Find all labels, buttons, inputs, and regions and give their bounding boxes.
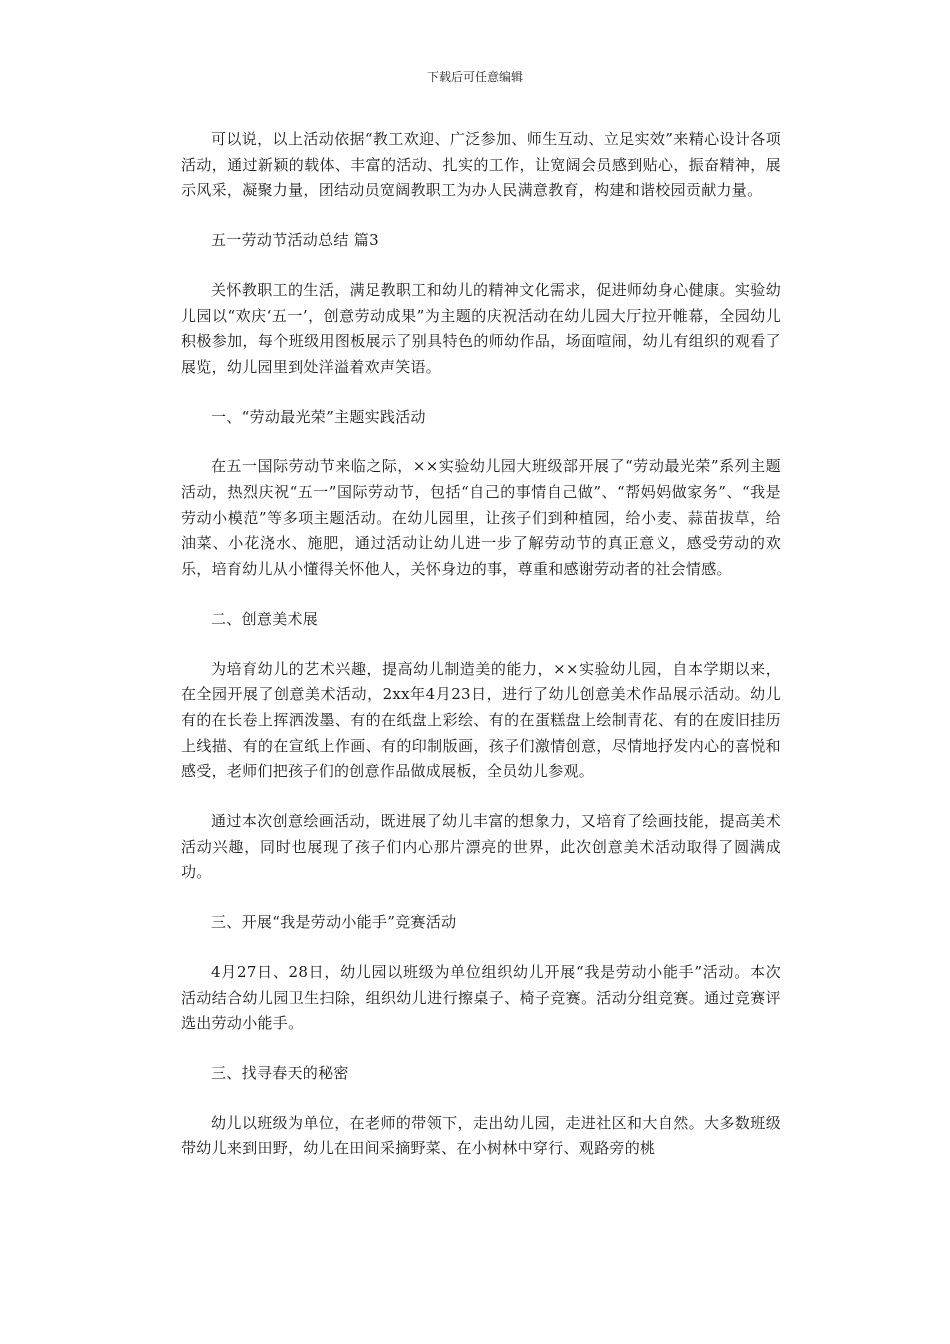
section-heading: 一、“劳动最光荣”主题实践活动: [211, 407, 426, 426]
section-title: 五一劳动节活动总结 篇3: [211, 231, 379, 250]
section-heading: 三、开展“我是劳动小能手”竞赛活动: [211, 913, 457, 932]
page-header: 下载后可任意编辑: [426, 70, 523, 84]
paragraph: 可以说，以上活动依据“教工欢迎、广泛参加、师生互动、立足实效”来精心设计各项活动，通过新颖的载体、丰富的活动、扎实的工作，让宽阔会员感到贴心，振奋精神，展示风采，凝聚力量，团结动员宽阔教职工为办人民满意教育，构建和谐校园贡献力量。: [181, 130, 781, 200]
paragraph: 通过本次创意绘画活动，既进展了幼儿丰富的想象力，又培育了绘画技能，提高美术活动兴趣，同时也展现了孩子们内心那片漂亮的世界，此次创意美术活动取得了圆满成功。: [181, 812, 781, 882]
paragraph: 关怀教职工的生活，满足教职工和幼儿的精神文化需求，促进师幼身心健康。实验幼儿园以“欢庆‘五一’，创意劳动成果”为主题的庆祝活动在幼儿园大厅拉开帷幕，全园幼儿积极参加，每个班级用图板展示了别具特色的师幼作品，场面喧闹，幼儿有组织的观看了展览，幼儿园里到处洋溢着欢声笑语。: [181, 280, 781, 376]
paragraph: 幼儿以班级为单位，在老师的带领下，走出幼儿园，走进社区和大自然。大多数班级带幼儿来到田野，幼儿在田间采摘野菜、在小树林中穿行、观路旁的桃: [181, 1113, 781, 1158]
paragraph: 4月27日、28日，幼儿园以班级为单位组织幼儿开展“我是劳动小能手”活动。本次活动结合幼儿园卫生扫除，组织幼儿进行擦桌子、椅子竞赛。活动分组竞赛。通过竞赛评选出劳动小能手。: [181, 962, 781, 1033]
section-heading: 二、创意美术展: [211, 609, 319, 628]
paragraph: 为培育幼儿的艺术兴趣，提高幼儿制造美的能力，××实验幼儿园，自本学期以来，在全园开展了创意美术活动，2xx年4月23日，进行了幼儿创意美术作品展示活动。幼儿有的在长卷上挥洒泼墨、有的在纸盘上彩绘、有的在蛋糕盘上绘制青花、有的在废旧挂历上线描、有的在宣纸上作画、有的印制版画，孩子们激情创意，尽情地抒发内心的喜悦和感受，老师们把孩子们的创意作品做成展板，全员幼儿参观。: [181, 659, 781, 781]
section-heading: 三、找寻春天的秘密: [211, 1063, 349, 1082]
paragraph: 在五一国际劳动节来临之际，××实验幼儿园大班级部开展了“劳动最光荣”系列主题活动，热烈庆祝“五一”国际劳动节，包括“自己的事情自己做”、“帮妈妈做家务”、“我是劳动小模范”等多项主题活动。在幼儿园里，让孩子们到种植园，给小麦、蒜苗拔草，给油菜、小花浇水、施肥，通过活动让幼儿进一步了解劳动节的真正意义，感受劳动的欢乐，培育幼儿从小懂得关怀他人，关怀身边的事，尊重和感谢劳动者的社会情感。: [181, 457, 781, 579]
document-body: [181, 127, 781, 1186]
